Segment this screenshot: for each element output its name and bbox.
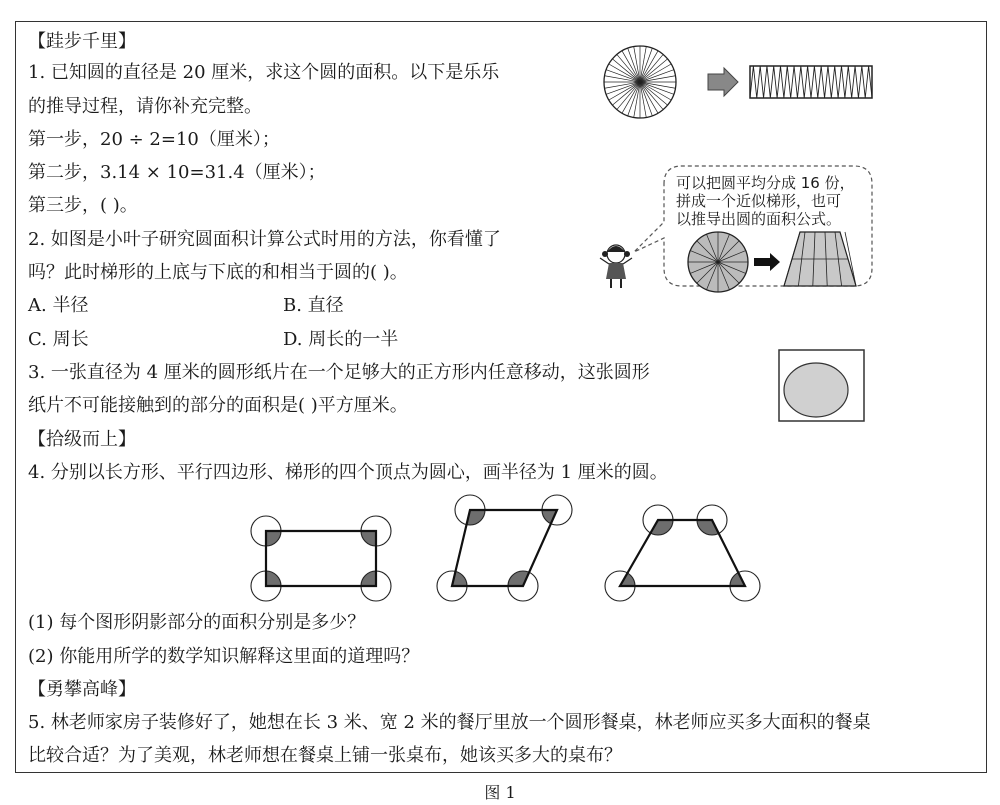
q4-line-1: 4. 分别以长方形、平行四边形、梯形的四个顶点为圆心，画半径为 1 厘米的圆。 [28, 462, 668, 483]
paper-disk [784, 363, 848, 417]
q1-step-3: 第三步，( )。 [28, 195, 138, 216]
q4-sub-1: (1) 每个图形阴影部分的面积分别是多少？ [28, 612, 366, 633]
square-circle-figure [776, 347, 868, 425]
q2-line-1: 2. 如图是小叶子研究圆面积计算公式时用的方法，你看懂了 [28, 229, 501, 250]
figure-caption: 图 1 [484, 783, 516, 802]
section-heading-2: 【拾级而上】 [28, 429, 136, 450]
q4-sub-2: (2) 你能用所学的数学知识解释这里面的道理吗？ [28, 646, 420, 667]
q2-option-c: C. 周长 [28, 329, 89, 350]
q3-line-1: 3. 一张直径为 4 厘米的圆形纸片在一个足够大的正方形内任意移动，这张圆形 [28, 362, 650, 383]
rectangle-figure [251, 516, 391, 601]
parallelogram-figure [437, 495, 572, 601]
q1-line-2: 的推导过程，请你补充完整。 [28, 96, 262, 117]
bubble-line-2: 拼成一个近似梯形，也可 [676, 192, 842, 210]
q1-line-1: 1. 已知圆的直径是 20 厘米，求这个圆的面积。以下是乐乐 [28, 62, 500, 83]
section-heading-1: 【跬步千里】 [28, 31, 136, 52]
q2-option-d: D. 周长的一半 [283, 329, 399, 350]
q1-step-1: 第一步，20 ÷ 2=10（厘米）； [28, 129, 280, 150]
section-heading-3: 【勇攀高峰】 [28, 679, 136, 700]
q5-line-2: 比较合适？为了美观，林老师想在餐桌上铺一张桌布，她该买多大的桌布？ [28, 745, 622, 766]
arrow-small-icon [754, 253, 780, 271]
zigzag-strip-icon [750, 66, 872, 98]
q3-line-2: 纸片不可能接触到的部分的面积是( )平方厘米。 [28, 395, 408, 416]
bubble-line-1: 可以把圆平均分成 16 份， [676, 174, 855, 192]
q5-line-1: 5. 林老师家房子装修好了，她想在长 3 米、宽 2 米的餐厅里放一个圆形餐桌，林老师应买多大面积的餐桌 [28, 712, 871, 733]
sectored-circle-small-icon [688, 232, 748, 292]
shapes-with-vertex-circles-figure [240, 488, 780, 610]
q2-line-2: 吗？此时梯形的上底与下底的和相当于圆的( )。 [28, 262, 408, 283]
trapezoid-triangles-icon [784, 232, 856, 286]
circle-to-strip-figure [598, 44, 880, 122]
girl-icon [600, 245, 632, 288]
speech-bubble-text [676, 174, 872, 228]
bubble-line-3: 以推导出圆的面积公式。 [676, 210, 842, 228]
sectored-circle-icon [604, 46, 676, 118]
q1-step-2: 第二步，3.14 × 10=31.4（厘米）； [28, 162, 326, 183]
q2-option-b: B. 直径 [283, 295, 344, 316]
arrow-icon [708, 68, 738, 96]
trapezoid-figure [605, 505, 760, 601]
q2-option-a: A. 半径 [28, 295, 89, 316]
